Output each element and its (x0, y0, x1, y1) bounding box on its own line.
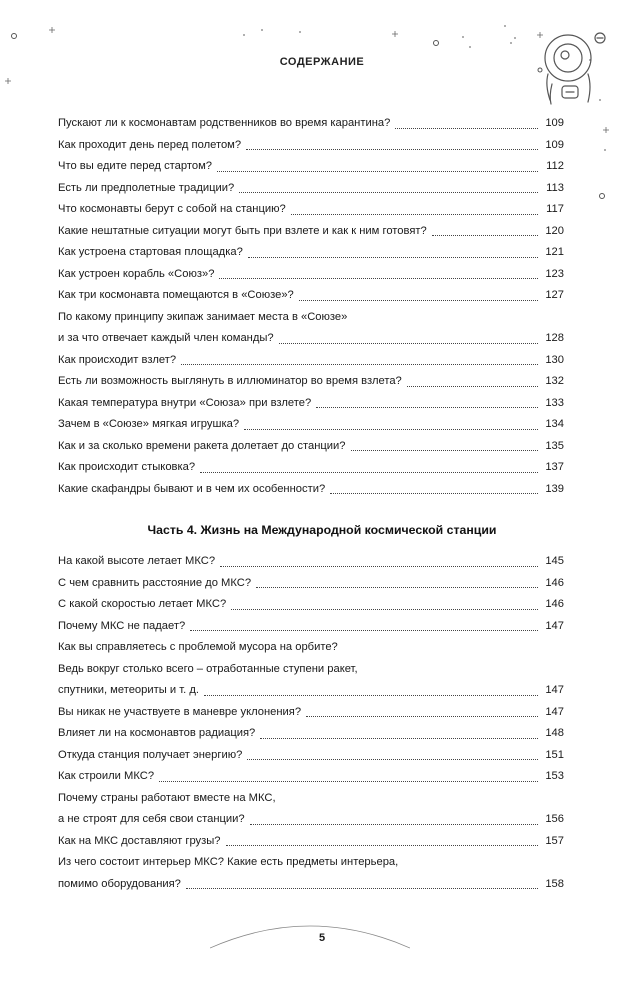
toc-entry-text: спутники, метеориты и т. д. (58, 684, 199, 696)
toc-entry[interactable] (58, 551, 564, 573)
dot-leader (256, 587, 538, 588)
star-icon (603, 127, 609, 133)
toc-page-number: 147 (545, 684, 564, 696)
toc-page-number: 147 (545, 705, 564, 718)
toc-page-number: 146 (545, 598, 564, 610)
dot-leader (244, 429, 538, 430)
star-icon (12, 34, 17, 39)
star-icon (538, 68, 542, 72)
toc-entry[interactable] (58, 285, 564, 307)
page-number: 5 (318, 932, 326, 944)
dot-leader (279, 343, 538, 344)
toc-entry-text: Какая температура внутри «Союза» при взлете? (58, 396, 312, 409)
toc-page-number: 132 (545, 375, 564, 387)
toc-page-number: 130 (545, 353, 564, 366)
dot-leader (217, 171, 538, 172)
toc-entry-text: Вы никак не участвуете в маневре уклонения? (58, 705, 302, 718)
toc-entry-text: Ведь вокруг столько всего – отработанные ступени ракет, (58, 662, 358, 675)
toc-page-number: 146 (545, 576, 564, 589)
toc-page-number: 137 (545, 461, 564, 473)
toc-entry[interactable] (58, 766, 564, 788)
dot-leader (231, 609, 538, 610)
toc-entry[interactable] (58, 594, 564, 616)
toc-page-number: 117 (546, 203, 564, 215)
toc-page-number: 158 (545, 877, 564, 890)
toc-entry-text: Что вы едите перед стартом? (58, 160, 212, 172)
toc-entry[interactable] (58, 221, 564, 243)
dot-leader (159, 781, 538, 782)
toc-entry-text: Как строили МКС? (58, 770, 155, 782)
dot-leader (248, 257, 538, 258)
dot-leader (316, 407, 538, 408)
toc-entry[interactable] (58, 156, 564, 178)
star-icon (434, 41, 439, 46)
toc-page-number: 151 (545, 748, 564, 761)
toc-section-2 (58, 551, 564, 895)
toc-entry[interactable] (58, 307, 564, 350)
toc-entry[interactable] (58, 199, 564, 221)
section-heading: Часть 4. Жизнь на Международной космической станции (147, 523, 497, 537)
star-icon (5, 78, 11, 84)
toc-entry-text: Пускают ли к космонавтам родственников во время карантина? (58, 117, 391, 129)
dot-leader (181, 364, 538, 365)
toc-page-number: 123 (545, 267, 564, 280)
toc-entry-text: По какому принципу экипаж занимает места в «Союзе» (58, 310, 348, 323)
toc-entry-text: и за что отвечает каждый член команды? (58, 332, 274, 344)
toc-entry[interactable] (58, 436, 564, 458)
toc-page-number: 128 (545, 332, 564, 344)
dot-leader (395, 128, 538, 129)
toc-entry[interactable] (58, 178, 564, 200)
toc-page-number: 135 (545, 439, 564, 452)
toc-entry-text: Влияет ли на космонавтов радиация? (58, 727, 256, 739)
toc-page-number: 145 (545, 555, 564, 567)
toc-entry-text: Как устроен корабль «Союз»? (58, 267, 215, 280)
toc-entry-text: помимо оборудования? (58, 877, 181, 890)
dot-leader (246, 149, 538, 150)
toc-entry-text: Есть ли возможность выглянуть в иллюминатор во время взлета? (58, 375, 402, 387)
toc-page-number: 120 (545, 224, 564, 237)
toc-page-number: 147 (545, 619, 564, 632)
toc-entry[interactable] (58, 573, 564, 595)
toc-entry[interactable] (58, 788, 564, 831)
toc-entry[interactable] (58, 393, 564, 415)
toc-entry-text: Как и за сколько времени ракета долетает до станции? (58, 439, 346, 452)
dot-leader (250, 824, 538, 825)
toc-entry-text: С какой скоростью летает МКС? (58, 598, 227, 610)
toc-entry-text: Как устроена стартовая площадка? (58, 246, 243, 258)
toc-page-number: 112 (546, 160, 564, 172)
dot-leader (220, 566, 538, 567)
toc-entry-text: Как происходит стыковка? (58, 461, 196, 473)
toc-page-number: 148 (545, 727, 564, 739)
toc-entry[interactable] (58, 479, 564, 501)
dot-leader (351, 450, 539, 451)
astronaut-icon (545, 33, 605, 104)
toc-entry[interactable] (58, 414, 564, 436)
star-icon (537, 32, 543, 38)
toc-entry[interactable] (58, 702, 564, 724)
toc-entry-text: Как три космонавта помещаются в «Союзе»? (58, 289, 294, 301)
dot-leader (407, 386, 538, 387)
toc-entry[interactable] (58, 350, 564, 372)
dot-leader (226, 845, 538, 846)
dot-leader (204, 695, 538, 696)
toc-entry[interactable] (58, 616, 564, 638)
toc-entry-text: Почему страны работают вместе на МКС, (58, 791, 276, 804)
dot-leader (306, 716, 538, 717)
toc-entry[interactable] (58, 371, 564, 393)
toc-entry-text: Почему МКС не падает? (58, 619, 186, 632)
toc-page-number: 133 (545, 396, 564, 409)
toc-page-number: 139 (545, 482, 564, 495)
toc-entry[interactable] (58, 831, 564, 853)
page-header: СОДЕРЖАНИЕ (279, 56, 365, 68)
toc-entry-text: Как проходит день перед полетом? (58, 138, 242, 151)
toc-entry-text: Какие нештатные ситуации могут быть при взлете и как к ним готовят? (58, 224, 427, 237)
star-icon (392, 31, 398, 37)
toc-entry-text: а не строят для себя свои станции? (58, 813, 245, 825)
toc-entry[interactable] (58, 264, 564, 286)
toc-page-number: 153 (545, 770, 564, 782)
toc-entry[interactable] (58, 637, 564, 702)
footer-arc (210, 910, 410, 950)
toc-entry-text: Что космонавты берут с собой на станцию? (58, 203, 286, 215)
toc-entry-text: Есть ли предполетные традиции? (58, 181, 235, 194)
toc-page-number: 113 (546, 181, 564, 194)
toc-section-1 (58, 113, 564, 500)
dot-leader (260, 738, 538, 739)
toc-page-number: 157 (545, 834, 564, 847)
toc-page-number: 109 (545, 117, 564, 129)
toc-entry-text: Как происходит взлет? (58, 353, 177, 366)
dot-leader (200, 472, 538, 473)
toc-entry[interactable] (58, 113, 564, 135)
dot-leader (291, 214, 538, 215)
dot-leader (190, 630, 538, 631)
toc-entry-text: Как на МКС доставляют грузы? (58, 834, 221, 847)
toc-entry-text: Откуда станция получает энергию? (58, 748, 243, 761)
toc-entry-text: С чем сравнить расстояние до МКС? (58, 576, 252, 589)
toc-entry[interactable] (58, 723, 564, 745)
toc-entry-text: Зачем в «Союзе» мягкая игрушка? (58, 418, 240, 430)
dot-leader (239, 192, 538, 193)
dot-leader (219, 278, 538, 279)
toc-entry[interactable] (58, 457, 564, 479)
toc-entry-text: На какой высоте летает МКС? (58, 555, 216, 567)
toc-entry-text: Какие скафандры бывают и в чем их особенности? (58, 482, 326, 495)
toc-page-number: 134 (545, 418, 564, 430)
star-icon (49, 27, 55, 33)
dot-leader (247, 759, 538, 760)
toc-page-number: 156 (545, 813, 564, 825)
dot-leader (186, 888, 538, 889)
toc-page-number: 127 (545, 289, 564, 301)
toc-page-number: 121 (545, 246, 564, 258)
toc-entry[interactable] (58, 852, 564, 895)
toc-entry[interactable] (58, 135, 564, 157)
toc-entry-text: Из чего состоит интерьер МКС? Какие есть предметы интерьера, (58, 856, 399, 868)
star-icon (600, 194, 605, 199)
dot-leader (432, 235, 538, 236)
dot-leader (299, 300, 538, 301)
toc-entry[interactable] (58, 242, 564, 264)
toc-entry[interactable] (58, 745, 564, 767)
dot-leader (330, 493, 538, 494)
toc-entry-text: Как вы справляетесь с проблемой мусора на орбите? (58, 641, 338, 653)
toc-page-number: 109 (545, 138, 564, 151)
